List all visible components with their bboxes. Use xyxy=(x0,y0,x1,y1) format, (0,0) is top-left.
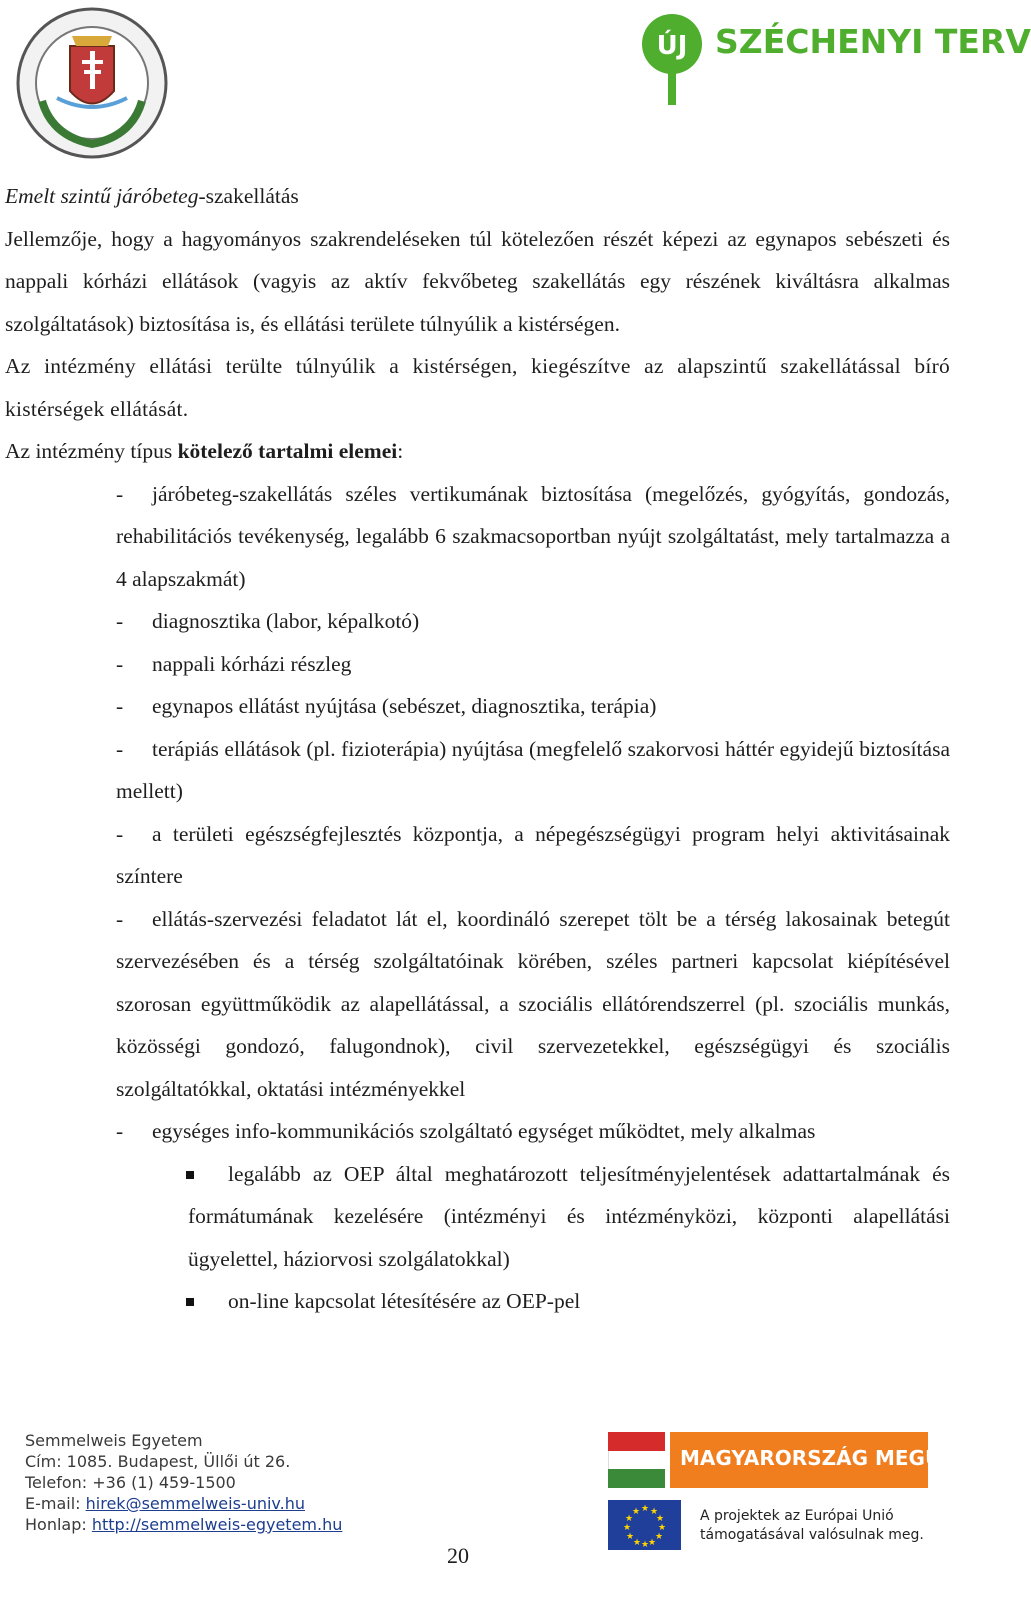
list-item: - járóbeteg-szakellátás széles vertikumának biztosítása (megelőzés, gyógyítás, gondozás, rehabilitációs tevékenység, legalább 6 szakmacsoportban nyújt szolgáltatást, mely tartalmazza a 4 alapszakmát) xyxy=(116,481,950,591)
svg-text:ÚJ: ÚJ xyxy=(656,31,688,61)
square-bullet-icon xyxy=(186,1298,194,1306)
heading-rest: -szakellátás xyxy=(198,184,299,208)
list-item: - ellátás-szervezési feladatot lát el, koordináló szerepet tölt be a térség lakosainak betegút szervezésében és a térség szolgáltatóinak körében, széles partneri kapcsolat kiépítésével szorosan együttműködik az alapellátással, a szociális ellátórendszerrel (pl. szociális munkás, közösségi gondozó, falugondnok), civil szervezetekkel, egészségügyi és szociális szolgáltatókkal, oktatási intézményekkel xyxy=(116,906,950,1101)
svg-text:★: ★ xyxy=(633,1538,642,1548)
footer-web-row: Honlap: http://semmelweis-egyetem.hu xyxy=(25,1515,343,1534)
svg-text:★: ★ xyxy=(641,1504,650,1514)
paragraph-2: Az intézmény ellátási terülte túlnyúlik a kistérségen, kiegészítve az alapszintű szakellátással bíró kistérségek ellátását. xyxy=(5,354,950,421)
list-item: - diagnosztika (labor, képalkotó) xyxy=(116,609,420,633)
svg-text:★: ★ xyxy=(625,1514,634,1524)
section-heading xyxy=(5,175,950,218)
para3-prefix: Az intézmény típus xyxy=(5,439,178,463)
paragraph-3 xyxy=(5,430,950,473)
square-bullet-icon xyxy=(186,1171,194,1179)
footer-email-row: E-mail: hirek@semmelweis-univ.hu xyxy=(25,1494,306,1513)
list-item: - nappali kórházi részleg xyxy=(116,651,352,676)
svg-text:★: ★ xyxy=(656,1514,665,1524)
email-link[interactable]: hirek@semmelweis-univ.hu xyxy=(85,1494,306,1513)
list-item: - egynapos ellátást nyújtása (sebészet, diagnosztika, terápia) xyxy=(116,694,657,718)
list-item: - egységes info-kommunikációs szolgáltató egységet működtet, mely alkalmas xyxy=(116,1119,816,1143)
footer-address: Cím: 1085. Budapest, Üllői út 26. xyxy=(25,1452,291,1471)
svg-text:★: ★ xyxy=(626,1532,635,1542)
footer-contact xyxy=(25,1430,342,1535)
svg-text:★: ★ xyxy=(641,1540,650,1550)
list-item: - a területi egészségfejlesztés központja, a népegészségügyi program helyi aktivitásainak színtere xyxy=(116,821,950,888)
svg-text:★: ★ xyxy=(623,1523,632,1533)
website-link[interactable]: http://semmelweis-egyetem.hu xyxy=(91,1515,343,1534)
semmelweis-seal-logo xyxy=(12,6,172,161)
footer-phone: Telefon: +36 (1) 459-1500 xyxy=(25,1473,236,1492)
svg-text:★: ★ xyxy=(655,1532,664,1542)
sub-list xyxy=(5,1153,950,1323)
para3-suffix: : xyxy=(397,439,404,463)
page-number: 20 xyxy=(447,1543,469,1568)
heading-italic: Emelt szintű járóbeteg xyxy=(5,184,199,208)
mandatory-elements-list xyxy=(5,473,950,1153)
szechenyi-terv-wordmark: SZÉCHENYI TERV xyxy=(715,22,1031,61)
svg-text:★: ★ xyxy=(632,1507,641,1517)
sub-list-item: legalább az OEP által meghatározott teljesítményjelentések adattartalmának és formátumának kezelésére (intézményi és intézményközi, központi alapellátási ügyelettel, háziorvosi szolgálatokkal) xyxy=(188,1161,950,1271)
svg-text:★: ★ xyxy=(658,1523,667,1533)
footer-org: Semmelweis Egyetem xyxy=(25,1431,203,1450)
eu-support-text: A projektek az Európai Unió támogatásával valósulnak meg. xyxy=(700,1508,924,1543)
document-body xyxy=(5,175,950,1323)
svg-text:★: ★ xyxy=(650,1507,659,1517)
svg-text:★: ★ xyxy=(648,1538,657,1548)
magyarorszag-megujul-logo: MAGYARORSZÁG MEGÚJUL xyxy=(608,1432,928,1488)
eu-flag-icon xyxy=(608,1500,681,1550)
list-item: - terápiás ellátások (pl. fizioterápia) nyújtása (megfelelő szakorvosi háttér egyidejű biztosítása mellett) xyxy=(116,736,950,803)
sub-list-item: on-line kapcsolat létesítésére az OEP-pel xyxy=(188,1280,950,1323)
paragraph-1: Jellemzője, hogy a hagyományos szakrendeléseken túl kötelezően részét képezi az egynapos sebészeti és nappali kórházi ellátások (vagyis az aktív fekvőbeteg szakellátás egy részének kiváltásra alkalmas szolgáltatások) biztosítása is, és ellátási területe túlnyúlik a kistérségen. xyxy=(5,226,950,336)
para3-bold: kötelező tartalmi elemei xyxy=(177,439,398,463)
